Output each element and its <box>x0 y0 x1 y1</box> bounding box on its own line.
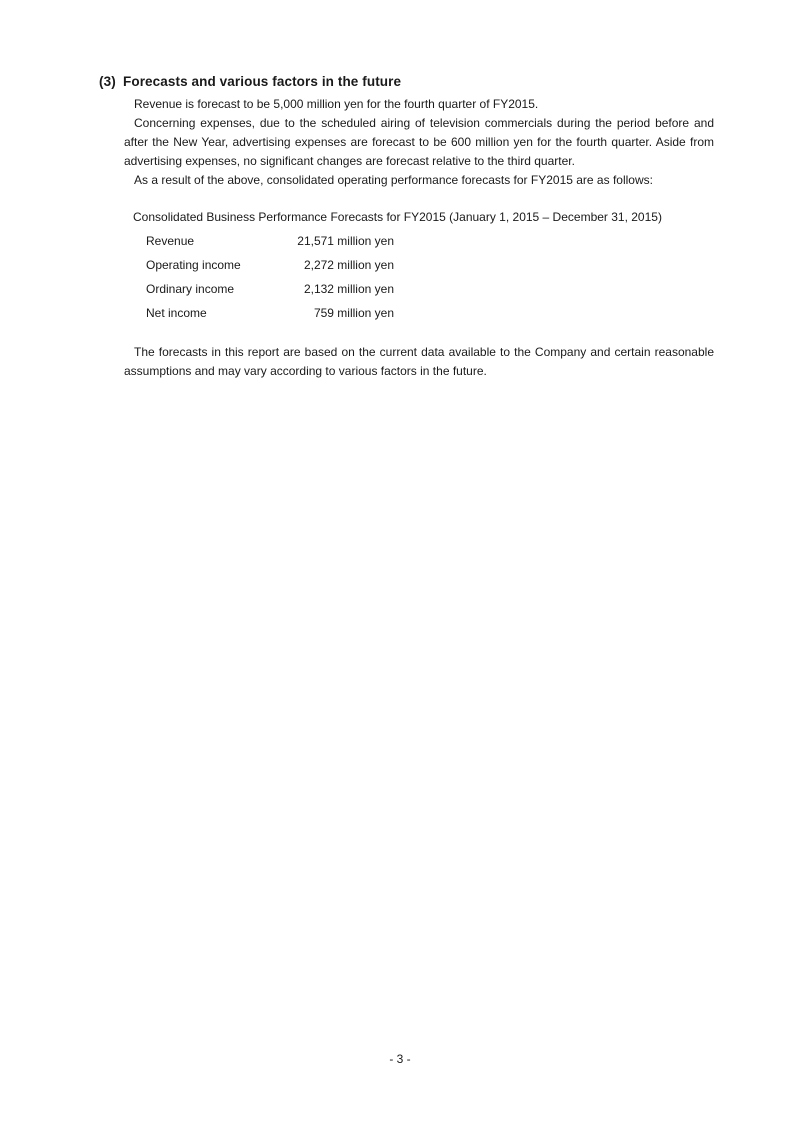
table-row <box>146 301 394 325</box>
paragraph-expenses: Concerning expenses, due to the scheduled airing of television commercials during the period before and after the New Year, advertising expenses are forecast to be 600 million yen for the fourth quarter. Aside from advertising expenses, no significant changes are forecast relative to the third quarter. <box>124 116 714 168</box>
row-label: Ordinary income <box>146 282 235 296</box>
table-row <box>146 277 394 301</box>
forecast-explanation <box>124 95 714 190</box>
row-value: 2,132 million yen <box>303 282 394 296</box>
section-title: Forecasts and various factors in the future <box>123 74 402 89</box>
page-number: - 3 - <box>389 1052 411 1066</box>
row-label: Operating income <box>146 258 241 272</box>
paragraph-revenue-forecast: Revenue is forecast to be 5,000 million yen for the fourth quarter of FY2015. <box>134 97 539 111</box>
section-number: (3) <box>99 74 116 89</box>
table-row <box>146 229 394 253</box>
disclaimer-text: The forecasts in this report are based on the current data available to the Company and certain reasonable assumptions and may vary according to various factors in the future. <box>124 345 714 378</box>
section-heading <box>99 74 401 89</box>
row-value: 2,272 million yen <box>303 258 394 272</box>
paragraph-result-intro: As a result of the above, consolidated operating performance forecasts for FY2015 are as follows: <box>134 173 653 187</box>
forecast-summary <box>133 208 662 325</box>
row-label: Revenue <box>146 234 195 248</box>
row-value: 759 million yen <box>313 306 394 320</box>
row-value: 21,571 million yen <box>297 234 394 248</box>
row-label: Net income <box>146 306 207 320</box>
forecast-disclaimer <box>124 343 714 381</box>
table-row <box>146 253 394 277</box>
forecast-table <box>146 229 394 325</box>
forecast-title: Consolidated Business Performance Forecasts for FY2015 (January 1, 2015 – December 31, 2015) <box>133 210 662 224</box>
